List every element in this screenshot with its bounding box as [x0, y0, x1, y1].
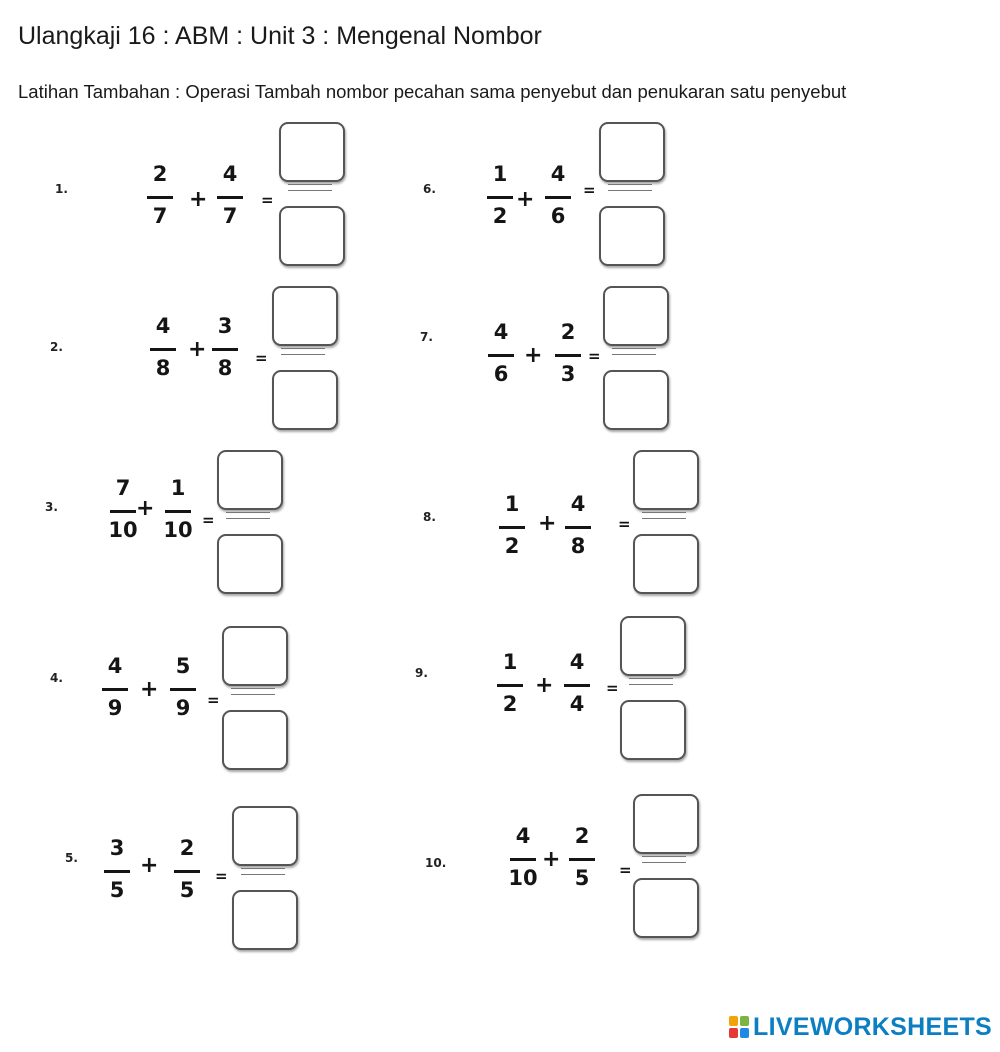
fraction-first [143, 314, 183, 384]
denominator: 5 [109, 878, 125, 902]
plus-sign: + [136, 496, 155, 521]
denominator: 10 [108, 518, 138, 542]
answer-fraction-bar [241, 868, 285, 875]
fraction-bar [569, 858, 595, 861]
fraction-bar [497, 684, 523, 687]
answer-numerator-box[interactable] [620, 616, 686, 676]
fraction-bar [510, 858, 536, 861]
fraction-first [481, 320, 521, 390]
equals-sign: = [261, 191, 274, 209]
answer-denominator-box[interactable] [272, 370, 338, 430]
answer-fraction-bar [288, 184, 332, 191]
numerator: 2 [179, 836, 195, 860]
answer-numerator-box[interactable] [232, 806, 298, 866]
fraction-first [503, 824, 543, 894]
answer-fraction-bar [642, 856, 686, 863]
problem-9 [415, 616, 715, 766]
answer-numerator-box[interactable] [217, 450, 283, 510]
problem-3 [45, 450, 345, 600]
fraction-bar [150, 348, 176, 351]
plus-sign: + [535, 673, 554, 698]
fraction-second [558, 492, 598, 562]
answer-numerator-box[interactable] [599, 122, 665, 182]
plus-sign: + [140, 677, 159, 702]
answer-denominator-box[interactable] [232, 890, 298, 950]
plus-sign: + [188, 337, 207, 362]
fraction-second [210, 162, 250, 232]
denominator: 2 [502, 692, 518, 716]
fraction-bar [102, 688, 128, 691]
fraction-bar [147, 196, 173, 199]
denominator: 9 [107, 696, 123, 720]
fraction-bar [565, 526, 591, 529]
fraction-second [538, 162, 578, 232]
fraction-second [205, 314, 245, 384]
answer-fraction-bar [226, 512, 270, 519]
equals-sign: = [606, 679, 619, 697]
fraction-bar [555, 354, 581, 357]
plus-sign: + [140, 853, 159, 878]
problem-2 [50, 286, 350, 436]
answer-numerator-box[interactable] [272, 286, 338, 346]
numerator: 1 [170, 476, 186, 500]
numerator: 4 [493, 320, 509, 344]
denominator: 8 [155, 356, 171, 380]
equals-sign: = [255, 349, 268, 367]
equals-sign: = [588, 347, 601, 365]
numerator: 7 [115, 476, 131, 500]
fraction-second [158, 476, 198, 546]
denominator: 8 [217, 356, 233, 380]
fraction-bar [212, 348, 238, 351]
answer-denominator-box[interactable] [279, 206, 345, 266]
denominator: 3 [560, 362, 576, 386]
denominator: 5 [574, 866, 590, 890]
answer-numerator-box[interactable] [222, 626, 288, 686]
fraction-bar [104, 870, 130, 873]
numerator: 4 [515, 824, 531, 848]
denominator: 7 [152, 204, 168, 228]
problem-number: 5. [65, 851, 78, 865]
numerator: 4 [222, 162, 238, 186]
denominator: 10 [508, 866, 538, 890]
denominator: 4 [569, 692, 585, 716]
denominator: 2 [504, 534, 520, 558]
denominator: 6 [493, 362, 509, 386]
numerator: 3 [109, 836, 125, 860]
fraction-second [163, 654, 203, 724]
problem-8 [423, 450, 723, 600]
numerator: 4 [570, 492, 586, 516]
fraction-first [492, 492, 532, 562]
numerator: 4 [550, 162, 566, 186]
answer-numerator-box[interactable] [279, 122, 345, 182]
plus-sign: + [524, 343, 543, 368]
liveworksheets-brand-text: LIVEWORKSHEETS [753, 1012, 992, 1041]
answer-denominator-box[interactable] [603, 370, 669, 430]
denominator: 5 [179, 878, 195, 902]
fraction-bar [545, 196, 571, 199]
fraction-bar [499, 526, 525, 529]
numerator: 2 [152, 162, 168, 186]
fraction-first [480, 162, 520, 232]
problem-number: 7. [420, 330, 433, 344]
fraction-first [97, 836, 137, 906]
problem-number: 2. [50, 340, 63, 354]
problem-number: 3. [45, 500, 58, 514]
problem-number: 10. [425, 856, 447, 870]
problem-4 [50, 626, 350, 776]
problem-10 [425, 794, 725, 944]
answer-numerator-box[interactable] [633, 794, 699, 854]
problem-number: 9. [415, 666, 428, 680]
denominator: 8 [570, 534, 586, 558]
answer-numerator-box[interactable] [603, 286, 669, 346]
numerator: 4 [107, 654, 123, 678]
answer-denominator-box[interactable] [599, 206, 665, 266]
answer-denominator-box[interactable] [620, 700, 686, 760]
fraction-bar [110, 510, 136, 513]
fraction-bar [174, 870, 200, 873]
fraction-second [562, 824, 602, 894]
problem-number: 4. [50, 671, 63, 685]
equals-sign: = [207, 691, 220, 709]
fraction-first [140, 162, 180, 232]
numerator: 2 [560, 320, 576, 344]
denominator: 2 [492, 204, 508, 228]
fraction-second [167, 836, 207, 906]
numerator: 4 [155, 314, 171, 338]
numerator: 3 [217, 314, 233, 338]
answer-denominator-box[interactable] [633, 878, 699, 938]
answer-fraction-bar [642, 512, 686, 519]
equals-sign: = [619, 861, 632, 879]
fraction-second [548, 320, 588, 390]
answer-fraction-bar [281, 348, 325, 355]
problem-6 [423, 122, 723, 272]
denominator: 10 [163, 518, 193, 542]
problem-5 [65, 806, 365, 956]
plus-sign: + [538, 511, 557, 536]
denominator: 9 [175, 696, 191, 720]
denominator: 7 [222, 204, 238, 228]
answer-fraction-bar [629, 678, 673, 685]
fraction-bar [564, 684, 590, 687]
answer-fraction-bar [612, 348, 656, 355]
problem-1 [55, 122, 355, 272]
denominator: 6 [550, 204, 566, 228]
numerator: 1 [502, 650, 518, 674]
fraction-first [95, 654, 135, 724]
fraction-bar [217, 196, 243, 199]
plus-sign: + [189, 187, 208, 212]
plus-sign: + [516, 187, 535, 212]
numerator: 4 [569, 650, 585, 674]
problem-7 [420, 286, 720, 436]
page-title: Ulangkaji 16 : ABM : Unit 3 : Mengenal Nombor [18, 22, 542, 50]
fraction-bar [488, 354, 514, 357]
problem-number: 6. [423, 182, 436, 196]
liveworksheets-logo-icon [729, 1016, 749, 1038]
answer-fraction-bar [231, 688, 275, 695]
problem-number: 8. [423, 510, 436, 524]
problem-number: 1. [55, 182, 68, 196]
equals-sign: = [215, 867, 228, 885]
numerator: 1 [504, 492, 520, 516]
answer-denominator-box[interactable] [217, 534, 283, 594]
numerator: 1 [492, 162, 508, 186]
fraction-bar [165, 510, 191, 513]
answer-denominator-box[interactable] [222, 710, 288, 770]
answer-fraction-bar [608, 184, 652, 191]
equals-sign: = [583, 181, 596, 199]
fraction-bar [170, 688, 196, 691]
answer-numerator-box[interactable] [633, 450, 699, 510]
plus-sign: + [542, 847, 561, 872]
numerator: 5 [175, 654, 191, 678]
equals-sign: = [202, 511, 215, 529]
fraction-bar [487, 196, 513, 199]
liveworksheets-brand [729, 1012, 992, 1042]
numerator: 2 [574, 824, 590, 848]
answer-denominator-box[interactable] [633, 534, 699, 594]
page-subtitle: Latihan Tambahan : Operasi Tambah nombor pecahan sama penyebut dan penukaran satu penyebut [18, 81, 847, 102]
equals-sign: = [618, 515, 631, 533]
fraction-second [557, 650, 597, 720]
fraction-first [490, 650, 530, 720]
